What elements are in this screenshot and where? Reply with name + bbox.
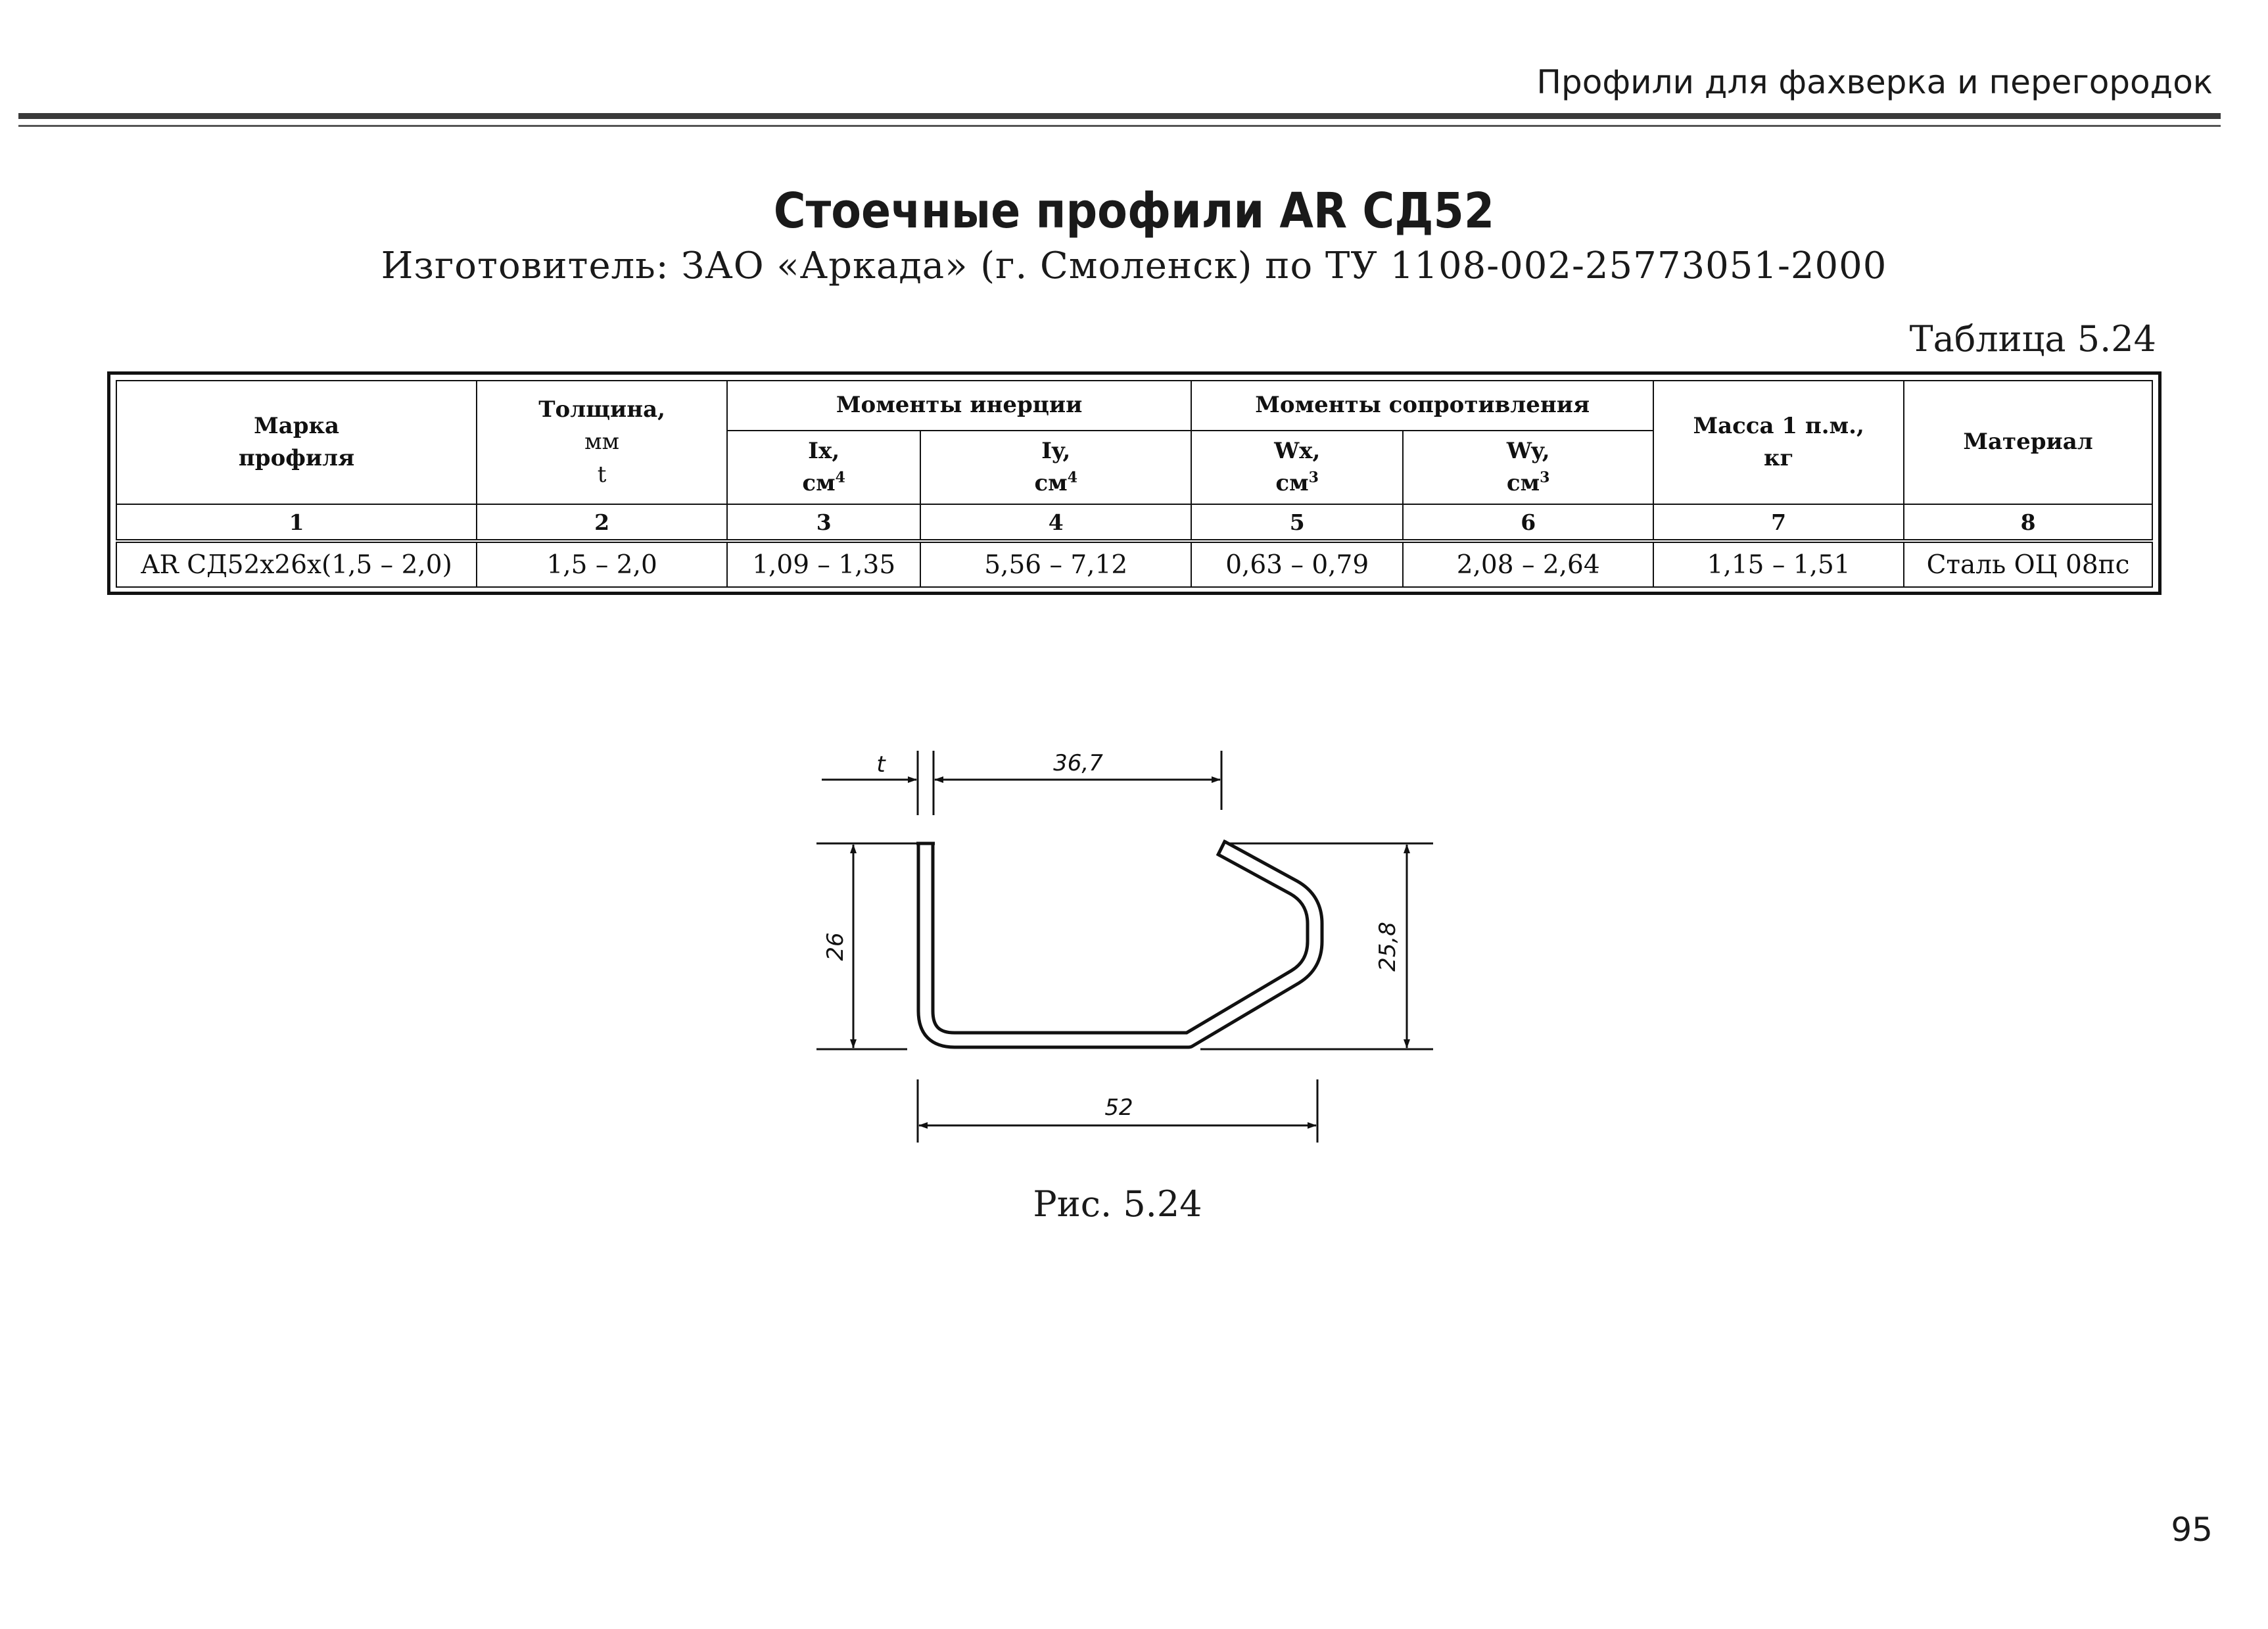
header-wx-label: Wx,: [1274, 437, 1321, 464]
header-mark-line2: профиля: [238, 445, 355, 471]
header-mass-line2: кг: [1763, 445, 1794, 471]
unit-exponent: 4: [835, 469, 845, 486]
cell-thickness: 1,5 – 2,0: [477, 541, 727, 587]
dim-label-52: 52: [1104, 1095, 1133, 1121]
header-thickness-line2: мм: [584, 429, 620, 456]
running-head: Профили для фахверка и перегородок: [1536, 63, 2213, 101]
column-number: 1: [116, 504, 477, 541]
column-number: 3: [727, 504, 920, 541]
dim-label-26: 26: [822, 932, 849, 961]
dim-label-t: t: [876, 751, 886, 778]
header-mark-line1: Марка: [254, 412, 340, 439]
cell-ix: 1,09 – 1,35: [727, 541, 920, 587]
dim-label-36-7: 36,7: [1053, 750, 1103, 776]
header-resistance: Моменты сопротивления: [1191, 381, 1653, 431]
unit-label: см: [1506, 470, 1540, 496]
unit-label: см: [1034, 470, 1068, 496]
header-wy-label: Wy,: [1506, 437, 1550, 464]
header-mass-line1: Масса 1 п.м.,: [1693, 412, 1864, 439]
unit-exponent: 4: [1067, 469, 1077, 486]
unit-exponent: 3: [1308, 469, 1319, 486]
cell-mass: 1,15 – 1,51: [1653, 541, 1904, 587]
column-number: 7: [1653, 504, 1904, 541]
column-number: 4: [920, 504, 1191, 541]
header-inertia: Моменты инерции: [727, 381, 1191, 431]
unit-label: см: [1275, 470, 1309, 496]
cell-wx: 0,63 – 0,79: [1191, 541, 1403, 587]
dim-label-25-8: 25,8: [1375, 922, 1401, 972]
cell-material: Сталь ОЦ 08пс: [1904, 541, 2152, 587]
column-number: 2: [477, 504, 727, 541]
column-number: 5: [1191, 504, 1403, 541]
cell-wy: 2,08 – 2,64: [1403, 541, 1653, 587]
table-label: Таблица 5.24: [1909, 318, 2156, 360]
header-ix-label: Ix,: [808, 437, 840, 464]
page-number: 95: [2171, 1511, 2213, 1549]
unit-label: см: [802, 470, 836, 496]
cell-mark: AR СД52x26x(1,5 – 2,0): [116, 541, 477, 587]
header-material: Материал: [1904, 381, 2152, 504]
header-iy-label: Iy,: [1041, 437, 1071, 464]
column-number: 6: [1403, 504, 1653, 541]
page-subtitle: Изготовитель: ЗАО «Аркада» (г. Смоленск) по ТУ 1108-002-25773051-2000: [381, 245, 1887, 287]
cell-iy: 5,56 – 7,12: [920, 541, 1191, 587]
page-title: Стоечные профили AR СД52: [773, 183, 1495, 239]
header-thickness-line3: t: [597, 461, 607, 488]
unit-exponent: 3: [1540, 469, 1550, 486]
column-number: 8: [1904, 504, 2152, 541]
figure-caption: Рис. 5.24: [1033, 1183, 1202, 1225]
profile-section-inner: [926, 843, 1315, 1040]
header-thickness-line1: Толщина,: [538, 396, 665, 423]
